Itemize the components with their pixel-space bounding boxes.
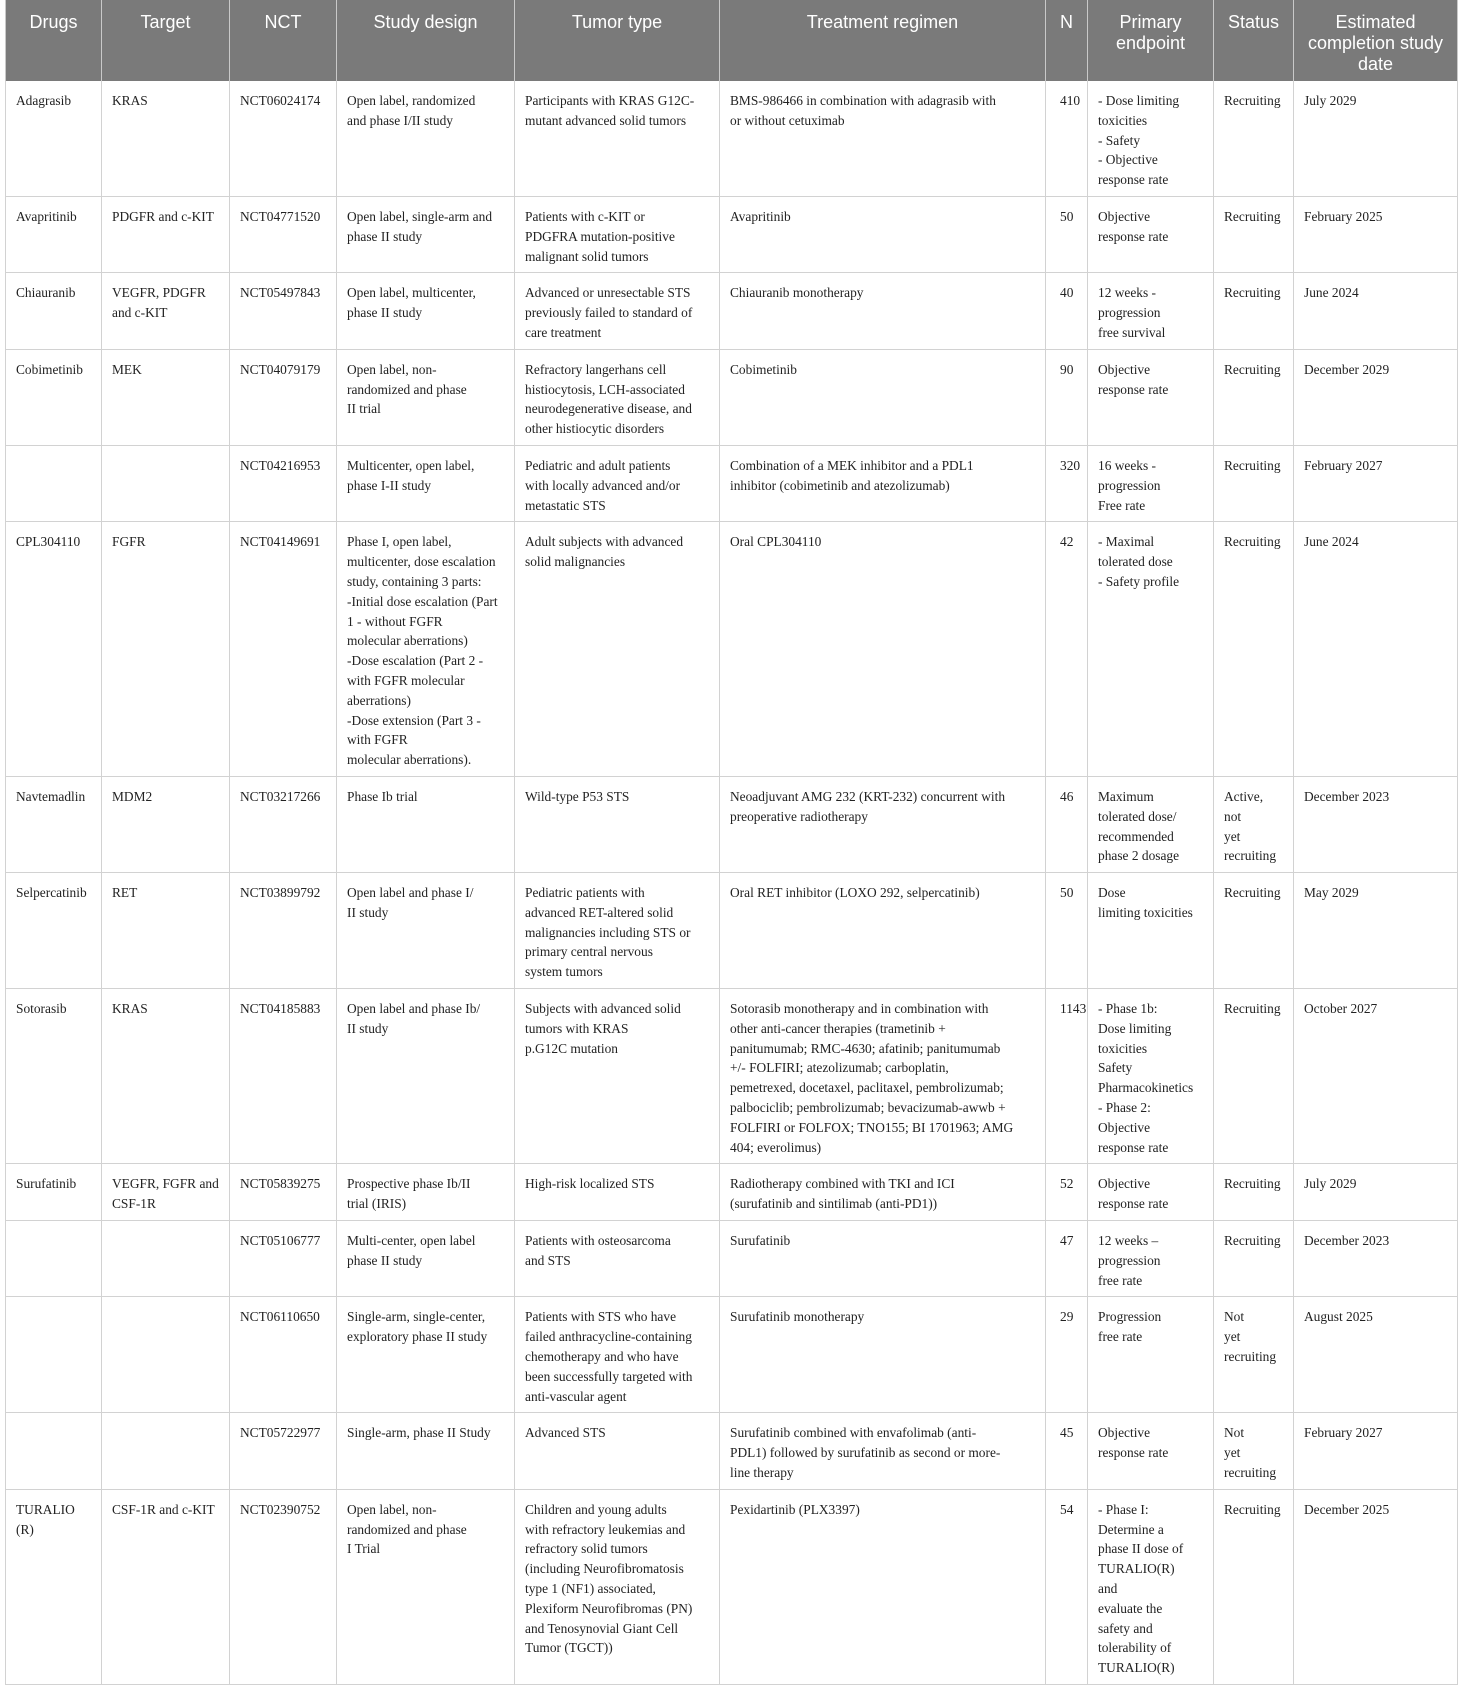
cell-tumor-type: Patients with c-KIT or PDGFRA mutation-positive malignant solid tumors xyxy=(515,196,720,272)
cell-treatment-regimen: Neoadjuvant AMG 232 (KRT-232) concurrent with preoperative radiotherapy xyxy=(720,776,1046,872)
cell-target: MEK xyxy=(102,349,230,445)
column-header-treatment-regimen: Treatment regimen xyxy=(720,0,1046,81)
cell-study-design: Multicenter, open label, phase I-II study xyxy=(337,445,515,521)
cell-tumor-type: Adult subjects with advanced solid malignancies xyxy=(515,522,720,777)
column-header-n: N xyxy=(1046,0,1088,81)
cell-study-design: Single-arm, phase II Study xyxy=(337,1413,515,1489)
cell-completion-date: October 2027 xyxy=(1294,989,1458,1164)
cell-nct: NCT02390752 xyxy=(230,1489,337,1684)
cell-drugs xyxy=(6,1221,102,1297)
cell-status: Recruiting xyxy=(1214,873,1294,989)
cell-n: 410 xyxy=(1046,81,1088,196)
cell-completion-date: June 2024 xyxy=(1294,522,1458,777)
table-row xyxy=(6,196,1458,272)
cell-nct: NCT04771520 xyxy=(230,196,337,272)
cell-completion-date: August 2025 xyxy=(1294,1297,1458,1413)
cell-status: Recruiting xyxy=(1214,445,1294,521)
column-header-primary-endpoint: Primary endpoint xyxy=(1088,0,1214,81)
cell-drugs: TURALIO (R) xyxy=(6,1489,102,1684)
cell-n: 50 xyxy=(1046,873,1088,989)
cell-treatment-regimen: Oral CPL304110 xyxy=(720,522,1046,777)
cell-nct: NCT05106777 xyxy=(230,1221,337,1297)
cell-status: Recruiting xyxy=(1214,1489,1294,1684)
cell-completion-date: December 2023 xyxy=(1294,1221,1458,1297)
cell-tumor-type: Advanced or unresectable STS previously failed to standard of care treatment xyxy=(515,273,720,349)
cell-nct: NCT06024174 xyxy=(230,81,337,196)
column-header-target: Target xyxy=(102,0,230,81)
cell-completion-date: February 2027 xyxy=(1294,445,1458,521)
column-header-tumor-type: Tumor type xyxy=(515,0,720,81)
cell-target xyxy=(102,445,230,521)
cell-primary-endpoint: - Phase 1b: Dose limiting toxicities Safety Pharmacokinetics - Phase 2: Objective response rate xyxy=(1088,989,1214,1164)
cell-primary-endpoint: Maximum tolerated dose/ recommended phase 2 dosage xyxy=(1088,776,1214,872)
cell-completion-date: May 2029 xyxy=(1294,873,1458,989)
cell-treatment-regimen: Chiauranib monotherapy xyxy=(720,273,1046,349)
cell-status: Active, not yet recruiting xyxy=(1214,776,1294,872)
cell-target: VEGFR, PDGFR and c-KIT xyxy=(102,273,230,349)
cell-n: 47 xyxy=(1046,1221,1088,1297)
table-row xyxy=(6,522,1458,777)
cell-primary-endpoint: - Maximal tolerated dose - Safety profile xyxy=(1088,522,1214,777)
cell-study-design: Single-arm, single-center, exploratory phase II study xyxy=(337,1297,515,1413)
column-header-study-design: Study design xyxy=(337,0,515,81)
cell-n: 45 xyxy=(1046,1413,1088,1489)
table-row xyxy=(6,1489,1458,1684)
cell-status: Recruiting xyxy=(1214,349,1294,445)
cell-tumor-type: Wild-type P53 STS xyxy=(515,776,720,872)
cell-primary-endpoint: Progression free rate xyxy=(1088,1297,1214,1413)
cell-completion-date: February 2027 xyxy=(1294,1413,1458,1489)
table-row xyxy=(6,1413,1458,1489)
table-header xyxy=(6,0,1458,81)
cell-treatment-regimen: Surufatinib combined with envafolimab (anti- PDL1) followed by surufatinib as second or more- line therapy xyxy=(720,1413,1046,1489)
cell-nct: NCT05839275 xyxy=(230,1164,337,1221)
cell-drugs: Sotorasib xyxy=(6,989,102,1164)
table-row xyxy=(6,1164,1458,1221)
cell-n: 42 xyxy=(1046,522,1088,777)
cell-target: KRAS xyxy=(102,81,230,196)
table-body xyxy=(6,81,1458,1684)
column-header-completion-date: Estimated completion study date xyxy=(1294,0,1458,81)
cell-target xyxy=(102,1221,230,1297)
table-row xyxy=(6,989,1458,1164)
cell-status: Recruiting xyxy=(1214,522,1294,777)
cell-tumor-type: Subjects with advanced solid tumors with KRAS p.G12C mutation xyxy=(515,989,720,1164)
cell-n: 1143 xyxy=(1046,989,1088,1164)
cell-primary-endpoint: Objective response rate xyxy=(1088,1413,1214,1489)
cell-nct: NCT05722977 xyxy=(230,1413,337,1489)
cell-n: 40 xyxy=(1046,273,1088,349)
cell-primary-endpoint: 16 weeks - progression Free rate xyxy=(1088,445,1214,521)
cell-target: CSF-1R and c-KIT xyxy=(102,1489,230,1684)
cell-n: 46 xyxy=(1046,776,1088,872)
cell-study-design: Open label, single-arm and phase II study xyxy=(337,196,515,272)
table-row xyxy=(6,445,1458,521)
cell-completion-date: June 2024 xyxy=(1294,273,1458,349)
cell-status: Recruiting xyxy=(1214,1164,1294,1221)
cell-completion-date: July 2029 xyxy=(1294,81,1458,196)
cell-target: RET xyxy=(102,873,230,989)
cell-drugs: Navtemadlin xyxy=(6,776,102,872)
cell-study-design: Prospective phase Ib/II trial (IRIS) xyxy=(337,1164,515,1221)
cell-n: 320 xyxy=(1046,445,1088,521)
cell-nct: NCT05497843 xyxy=(230,273,337,349)
cell-drugs: Avapritinib xyxy=(6,196,102,272)
cell-tumor-type: Refractory langerhans cell histiocytosis, LCH-associated neurodegenerative disease, and other histiocytic disorders xyxy=(515,349,720,445)
cell-status: Recruiting xyxy=(1214,273,1294,349)
cell-tumor-type: Pediatric and adult patients with locally advanced and/or metastatic STS xyxy=(515,445,720,521)
cell-completion-date: December 2023 xyxy=(1294,776,1458,872)
cell-nct: NCT06110650 xyxy=(230,1297,337,1413)
cell-tumor-type: Patients with osteosarcoma and STS xyxy=(515,1221,720,1297)
cell-completion-date: February 2025 xyxy=(1294,196,1458,272)
table-row xyxy=(6,81,1458,196)
cell-primary-endpoint: Dose limiting toxicities xyxy=(1088,873,1214,989)
cell-treatment-regimen: Radiotherapy combined with TKI and ICI (surufatinib and sintilimab (anti-PD1)) xyxy=(720,1164,1046,1221)
cell-treatment-regimen: Avapritinib xyxy=(720,196,1046,272)
cell-nct: NCT04216953 xyxy=(230,445,337,521)
cell-primary-endpoint: - Dose limiting toxicities - Safety - Objective response rate xyxy=(1088,81,1214,196)
cell-treatment-regimen: Surufatinib xyxy=(720,1221,1046,1297)
table-row xyxy=(6,273,1458,349)
cell-status: Recruiting xyxy=(1214,1221,1294,1297)
cell-completion-date: December 2025 xyxy=(1294,1489,1458,1684)
cell-target: MDM2 xyxy=(102,776,230,872)
cell-study-design: Multi-center, open label phase II study xyxy=(337,1221,515,1297)
cell-study-design: Open label, randomized and phase I/II study xyxy=(337,81,515,196)
cell-tumor-type: Advanced STS xyxy=(515,1413,720,1489)
table-row xyxy=(6,1221,1458,1297)
cell-study-design: Open label, multicenter, phase II study xyxy=(337,273,515,349)
cell-drugs: Adagrasib xyxy=(6,81,102,196)
cell-primary-endpoint: Objective response rate xyxy=(1088,196,1214,272)
cell-drugs: Chiauranib xyxy=(6,273,102,349)
column-header-status: Status xyxy=(1214,0,1294,81)
cell-nct: NCT04149691 xyxy=(230,522,337,777)
cell-status: Recruiting xyxy=(1214,81,1294,196)
cell-status: Recruiting xyxy=(1214,196,1294,272)
cell-tumor-type: Participants with KRAS G12C- mutant advanced solid tumors xyxy=(515,81,720,196)
cell-n: 29 xyxy=(1046,1297,1088,1413)
cell-nct: NCT04185883 xyxy=(230,989,337,1164)
cell-target xyxy=(102,1413,230,1489)
cell-target: FGFR xyxy=(102,522,230,777)
cell-study-design: Open label, non- randomized and phase II trial xyxy=(337,349,515,445)
table-row xyxy=(6,1297,1458,1413)
header-row xyxy=(6,0,1458,81)
cell-study-design: Open label and phase Ib/ II study xyxy=(337,989,515,1164)
cell-n: 90 xyxy=(1046,349,1088,445)
cell-status: Not yet recruiting xyxy=(1214,1297,1294,1413)
cell-target xyxy=(102,1297,230,1413)
cell-primary-endpoint: - Phase I: Determine a phase II dose of TURALIO(R) and evaluate the safety and tolerability of TURALIO(R) xyxy=(1088,1489,1214,1684)
cell-drugs: Selpercatinib xyxy=(6,873,102,989)
cell-tumor-type: Pediatric patients with advanced RET-altered solid malignancies including STS or primary central nervous system tumors xyxy=(515,873,720,989)
cell-drugs xyxy=(6,445,102,521)
column-header-nct: NCT xyxy=(230,0,337,81)
cell-completion-date: December 2029 xyxy=(1294,349,1458,445)
cell-tumor-type: Patients with STS who have failed anthracycline-containing chemotherapy and who have been successfully targeted with anti-vascular agent xyxy=(515,1297,720,1413)
cell-nct: NCT03217266 xyxy=(230,776,337,872)
cell-study-design: Phase I, open label, multicenter, dose escalation study, containing 3 parts: -Initial dose escalation (Part 1 - without FGFR molecular aberrations) -Dose escalation (Part 2 - with FGFR molecular aberrations) -Dose extension (Part 3 - with FGFR molecular aberrations). xyxy=(337,522,515,777)
cell-primary-endpoint: 12 weeks - progression free survival xyxy=(1088,273,1214,349)
table-row xyxy=(6,349,1458,445)
cell-n: 50 xyxy=(1046,196,1088,272)
cell-drugs: CPL304110 xyxy=(6,522,102,777)
cell-treatment-regimen: Cobimetinib xyxy=(720,349,1046,445)
cell-status: Not yet recruiting xyxy=(1214,1413,1294,1489)
cell-primary-endpoint: 12 weeks – progression free rate xyxy=(1088,1221,1214,1297)
cell-treatment-regimen: BMS-986466 in combination with adagrasib with or without cetuximab xyxy=(720,81,1046,196)
cell-study-design: Open label and phase I/ II study xyxy=(337,873,515,989)
cell-completion-date: July 2029 xyxy=(1294,1164,1458,1221)
cell-target: KRAS xyxy=(102,989,230,1164)
cell-drugs: Surufatinib xyxy=(6,1164,102,1221)
cell-nct: NCT04079179 xyxy=(230,349,337,445)
cell-primary-endpoint: Objective response rate xyxy=(1088,349,1214,445)
column-header-drugs: Drugs xyxy=(6,0,102,81)
table-row xyxy=(6,776,1458,872)
cell-treatment-regimen: Combination of a MEK inhibitor and a PDL1 inhibitor (cobimetinib and atezolizumab) xyxy=(720,445,1046,521)
cell-target: PDGFR and c-KIT xyxy=(102,196,230,272)
cell-n: 52 xyxy=(1046,1164,1088,1221)
cell-drugs xyxy=(6,1297,102,1413)
cell-n: 54 xyxy=(1046,1489,1088,1684)
cell-primary-endpoint: Objective response rate xyxy=(1088,1164,1214,1221)
clinical-trials-table xyxy=(5,0,1458,1685)
cell-treatment-regimen: Sotorasib monotherapy and in combination with other anti-cancer therapies (trametinib + panitumumab; RMC-4630; afatinib; panitumumab +/- FOLFIRI; atezolizumab; carboplatin, pemetrexed, docetaxel, paclitaxel, pembrolizumab; palbociclib; pembrolizumab; bevacizumab-awwb + FOLFIRI or FOLFOX; TNO155; BI 1701963; AMG 404; everolimus) xyxy=(720,989,1046,1164)
cell-tumor-type: Children and young adults with refractory leukemias and refractory solid tumors (including Neurofibromatosis type 1 (NF1) associated, Plexiform Neurofibromas (PN) and Tenosynovial Giant Cell Tumor (TGCT)) xyxy=(515,1489,720,1684)
cell-tumor-type: High-risk localized STS xyxy=(515,1164,720,1221)
cell-nct: NCT03899792 xyxy=(230,873,337,989)
table-row xyxy=(6,873,1458,989)
cell-study-design: Phase Ib trial xyxy=(337,776,515,872)
cell-treatment-regimen: Surufatinib monotherapy xyxy=(720,1297,1046,1413)
cell-status: Recruiting xyxy=(1214,989,1294,1164)
cell-drugs xyxy=(6,1413,102,1489)
cell-drugs: Cobimetinib xyxy=(6,349,102,445)
cell-target: VEGFR, FGFR and CSF-1R xyxy=(102,1164,230,1221)
cell-treatment-regimen: Oral RET inhibitor (LOXO 292, selpercatinib) xyxy=(720,873,1046,989)
cell-study-design: Open label, non- randomized and phase I Trial xyxy=(337,1489,515,1684)
cell-treatment-regimen: Pexidartinib (PLX3397) xyxy=(720,1489,1046,1684)
